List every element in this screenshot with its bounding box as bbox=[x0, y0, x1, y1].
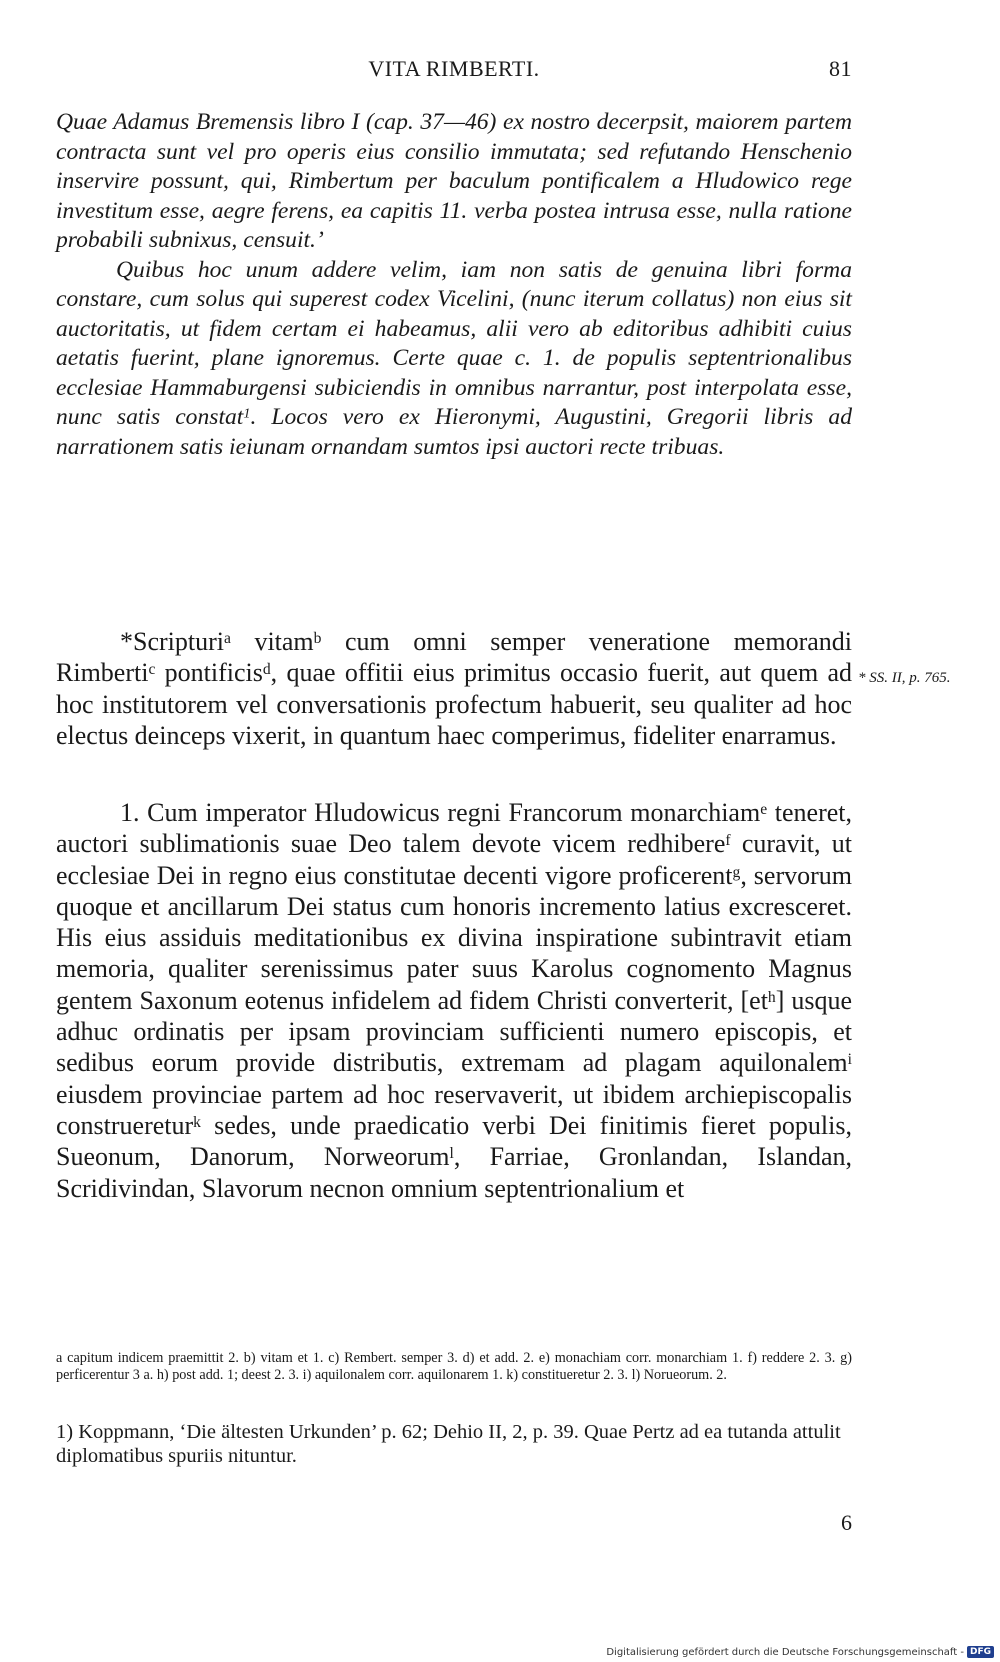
digitization-credit bbox=[606, 1646, 994, 1658]
chapter-1-paragraph: 1. Cum imperator Hludowicus regni Francorum monarchiam$^e$ teneret, auctori sublimationis suae Deo talem devote vicem redhibere$^f$ curavit, ut ecclesiae Dei in regno eius constitutae decenti vigore proficerent$^g$, servorum quoque et ancillarum Dei status cum honoris incremento latius excresceret. His eius assiduis meditationibus ex divina inspiratione subintravit etiam memoria, qualiter serenissimus pater suus Karolus cognomento Magnus gentem Saxonum eotenus infidelem ad fidem Christi converterit, $[et^h]$ usque adhuc ordinatis per ipsam provinciam sufficienti numero episcopis, et sedibus eorum provide distributis, extremam ad plagam aquilonalem$^i$ eiusdem provinciae partem ad hoc reservaverit, ut ibidem archiepiscopalis construeretur$^k$ sedes, unde praedicatio verbi Dei finitimis fieret populis, Sueonum, Danorum, Norweorum$^l$, Farriae, Gronlandan, Islandan, Scridivindan, Slavorum necnon omnium septentrionalium et bbox=[56, 798, 852, 1203]
margin-note: * SS. II, p. 765. bbox=[858, 670, 951, 686]
chapter-1 bbox=[56, 797, 852, 1204]
prologue bbox=[56, 626, 852, 751]
variant-readings bbox=[56, 1350, 852, 1383]
digitization-text: Digitalisierung gefördert durch die Deutsche Forschungsgemeinschaft - bbox=[606, 1646, 964, 1658]
intro-paragraph-2: Quibus hoc unum addere velim, iam non satis de genuina libri forma constare, cum solus qui superest codex Vicelini, (nunc iterum collatus) non eius sit auctoritatis, ut fidem certam ei habeamus, alii vero ab editoribus adhibiti cuius aetatis fuerint, plane ignoremus. Certe quae c. 1. de populis septentrionalibus ecclesiae Hammaburgensi subiciendis in omnibus narrantur, post interpolata esse, nunc satis constat$^1$. Locos vero ex Hieronymi, Augustini, Gregorii libris ad narrationem satis ieiunam ornandam sumtos ipsi auctori recte tribuas. bbox=[56, 256, 852, 460]
running-title: VITA RIMBERTI. bbox=[368, 56, 540, 81]
prologue-paragraph: *Scripturi$^a$ vitam$^b$ cum omni semper veneratione memorandi Rimberti$^c$ pontificis$^d$, quae offitii eius primitus occasio fuerit, aut quem ad hoc institutorem vel conversationis profectum habuerit, seu qualiter ad hoc electus deinceps vixerit, in quantum haec comperimus, fideliter enarramus. bbox=[56, 627, 852, 750]
editor-introduction bbox=[56, 108, 852, 462]
intro-paragraph-1: Quae Adamus Bremensis libro I (cap. 37—46) ex nostro decerpsit, maiorem partem contracta sunt vel pro operis eius consilio immutata; sed refutando Henschenio inservire possunt, qui, Rimbertum per baculum pontificalem a Hludowico rege investitum esse, aegre ferens, ea capitis 11. verba postea intrusa esse, nulla ratione probabili subnixus, censuit.’ bbox=[56, 109, 852, 253]
signature-mark: 6 bbox=[841, 1510, 852, 1535]
dfg-logo-icon: DFG bbox=[967, 1646, 994, 1658]
variant-readings-text: a capitum indicem praemittit 2. b) vitam et 1. c) Rembert. semper 3. d) et add. 2. e) monachiam corr. monarchiam 1. f) reddere 2. 3. g) perficerentur 3 a. h) post add. 1; deest 2. 3. i) aquilonalem corr. aquilonarem 1. k) constitueretur 2. 3. l) Norueorum. 2. bbox=[56, 1350, 852, 1383]
footnote-ref: 1 bbox=[243, 405, 251, 422]
footnotes bbox=[56, 1420, 852, 1468]
footnote-1: 1) Koppmann, ‘Die ältesten Urkunden’ p. 62; Dehio II, 2, p. 39. Quae Pertz ad ea tutanda attulit diplomatibus spuriis nituntur. bbox=[56, 1421, 841, 1467]
page-number: 81 bbox=[829, 56, 852, 81]
